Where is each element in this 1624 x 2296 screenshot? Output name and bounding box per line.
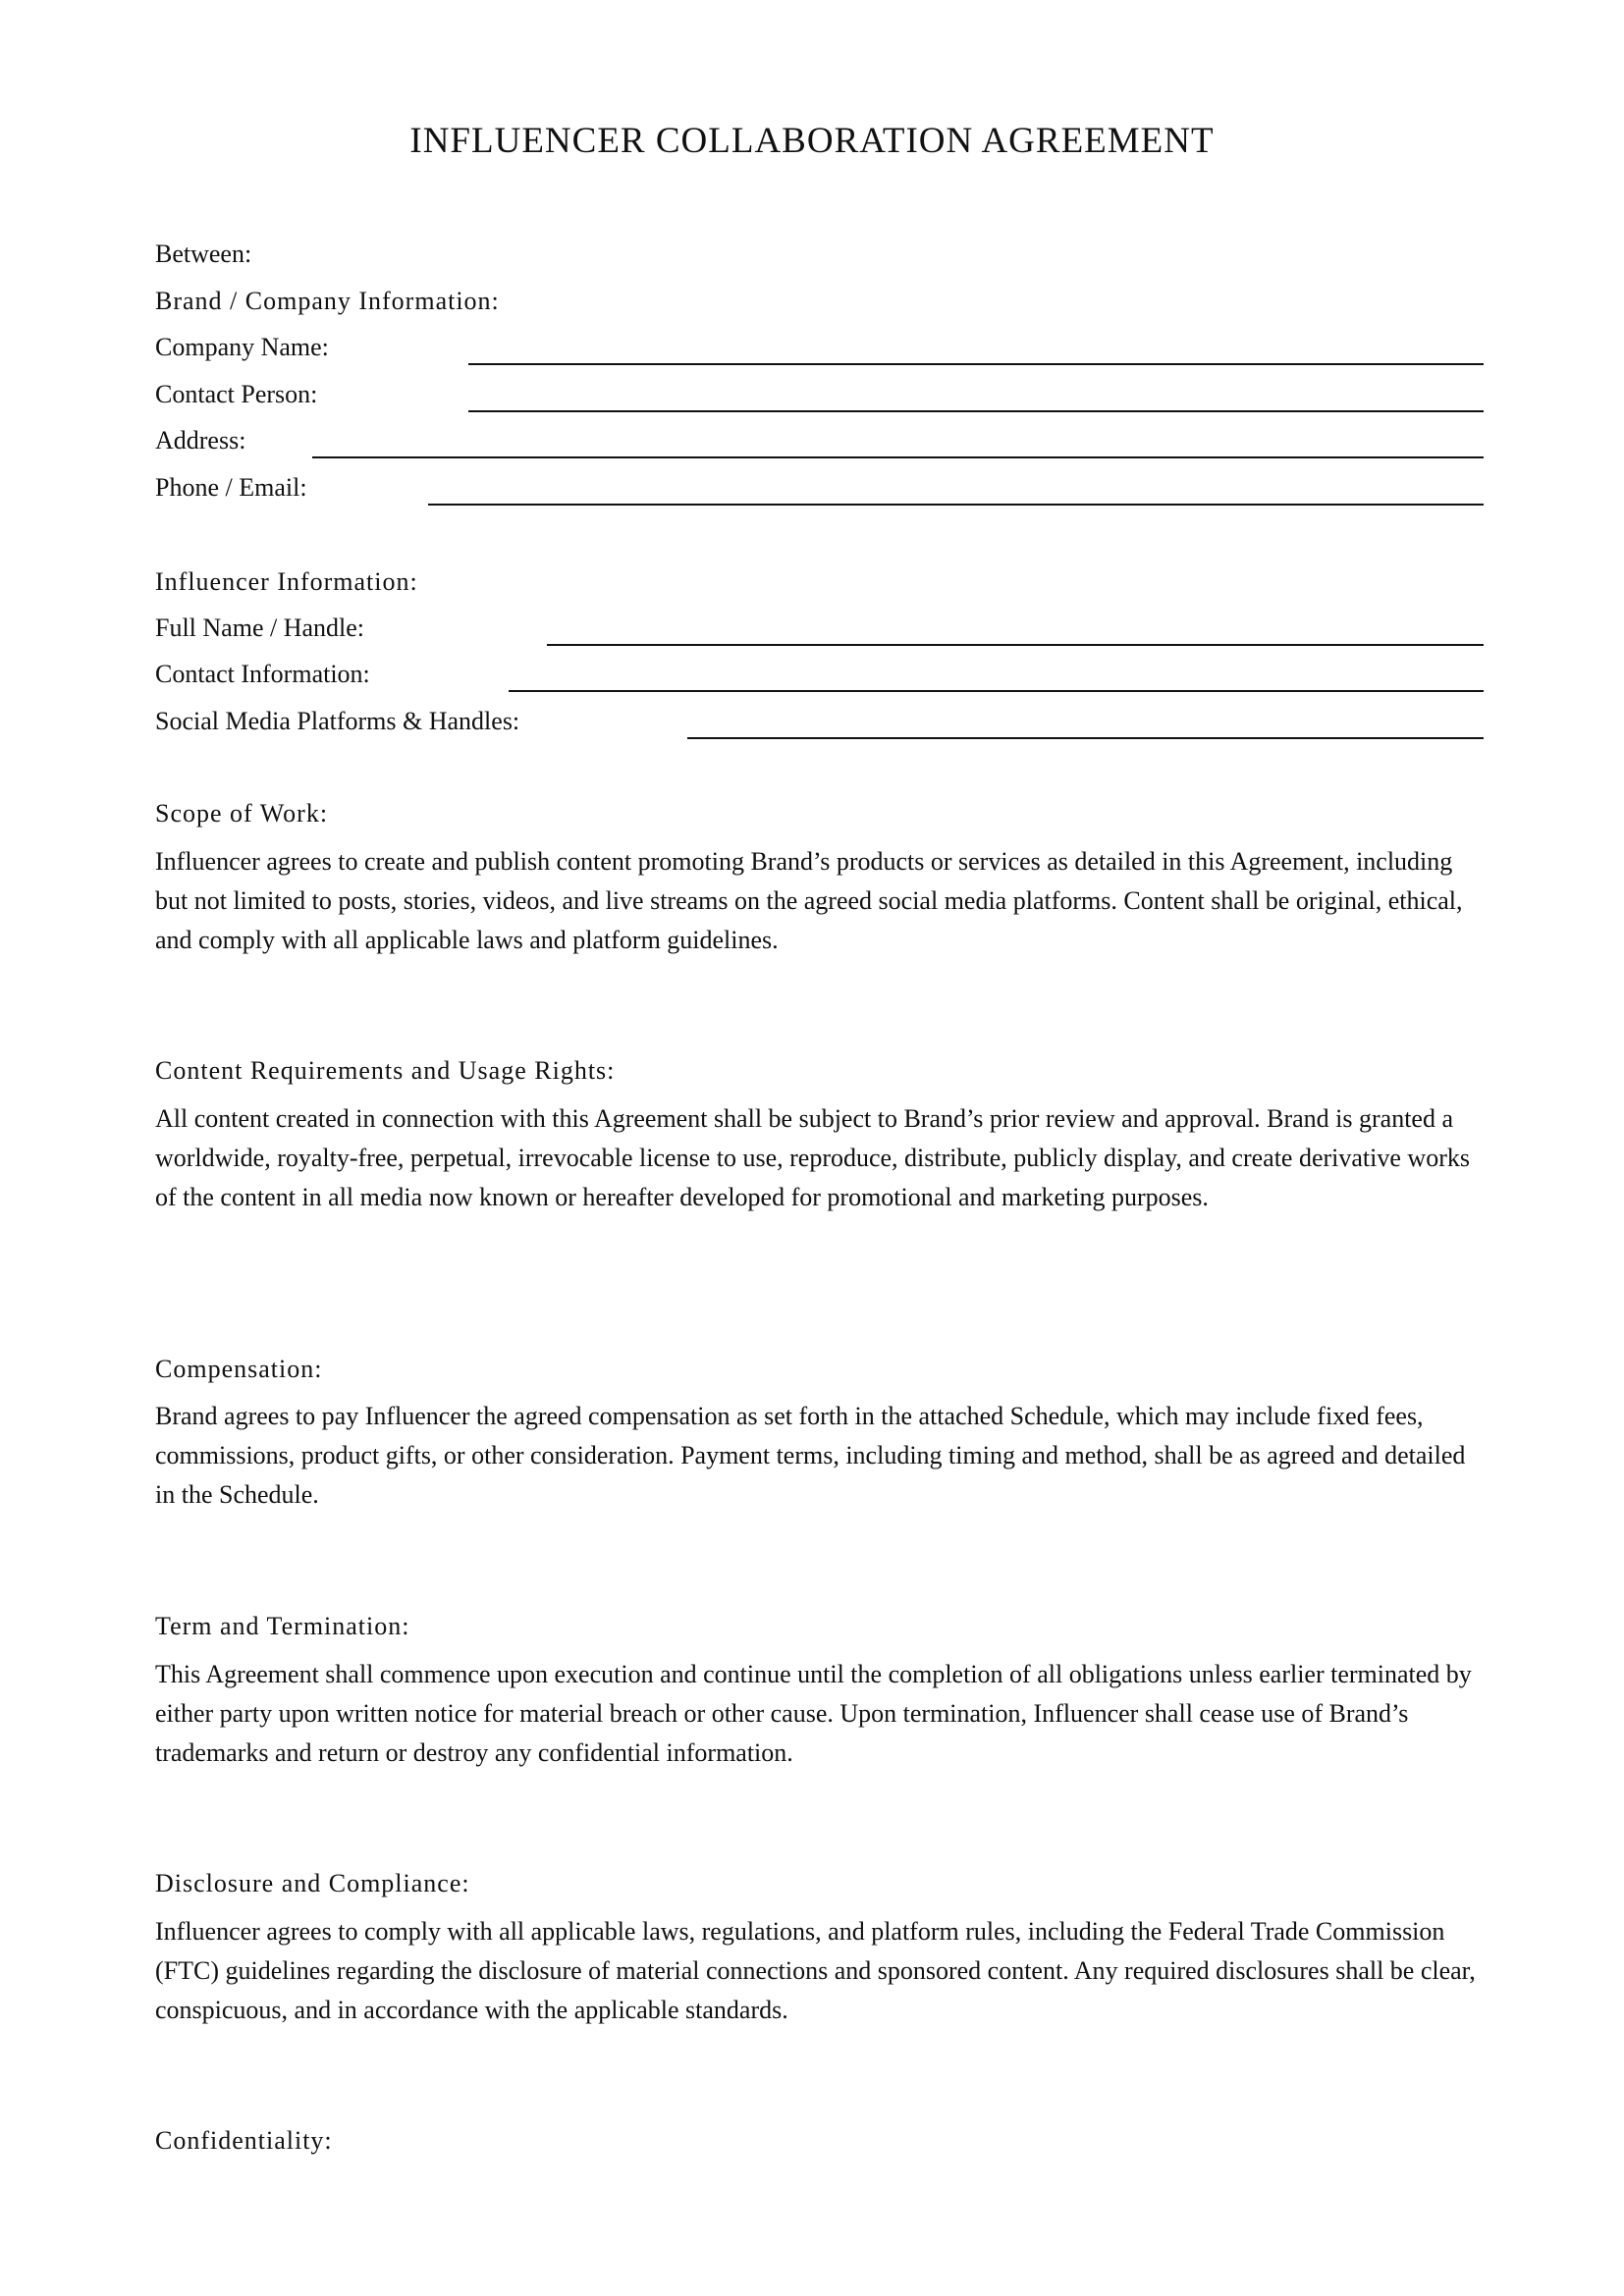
social-media-label: Social Media Platforms & Handles: — [155, 707, 520, 735]
address-label: Address: — [155, 426, 246, 454]
term-termination-body: This Agreement shall commence upon execution and continue until the completion of all obligations unless earlier terminated by either party upon written notice for material breach or other cause. Upon termination, Influencer shall cease use of Brand’s trademarks and return or destroy any confidential information. — [155, 1660, 1472, 1767]
phone-email-field[interactable] — [428, 504, 1484, 506]
phone-email-label: Phone / Email: — [155, 473, 307, 502]
compensation-heading: Compensation: — [155, 1355, 323, 1383]
confidentiality-heading: Confidentiality: — [155, 2126, 333, 2155]
content-requirements-heading: Content Requirements and Usage Rights: — [155, 1056, 616, 1085]
compensation-body: Brand agrees to pay Influencer the agreed compensation as set forth in the attached Schedule, which may include fixed fees, commissions, product gifts, or other consideration. Payment terms, including timing and method, shall be as agreed and detailed in the Schedule. — [155, 1402, 1466, 1509]
contact-information-label: Contact Information: — [155, 660, 370, 688]
social-media-field[interactable] — [687, 737, 1484, 739]
disclosure-compliance-body: Influencer agrees to comply with all applicable laws, regulations, and platform rules, including the Federal Trade Commission (FTC) guidelines regarding the disclosure of material connections and sponsored content. Any required disclosures shall be clear, conspicuous, and in accordance with the applicable standards. — [155, 1917, 1476, 2024]
company-name-label: Company Name: — [155, 333, 329, 361]
influencer-section-heading: Influencer Information: — [155, 567, 418, 596]
between-label: Between: — [155, 240, 252, 268]
disclosure-compliance-heading: Disclosure and Compliance: — [155, 1869, 470, 1897]
brand-section-heading: Brand / Company Information: — [155, 287, 500, 315]
full-name-handle-label: Full Name / Handle: — [155, 614, 365, 642]
contact-person-label: Contact Person: — [155, 380, 318, 408]
company-name-field[interactable] — [468, 363, 1484, 365]
contact-person-field[interactable] — [468, 410, 1484, 412]
full-name-handle-field[interactable] — [547, 644, 1484, 646]
contact-information-field[interactable] — [509, 690, 1484, 692]
scope-of-work-heading: Scope of Work: — [155, 799, 329, 828]
term-termination-heading: Term and Termination: — [155, 1612, 410, 1640]
content-requirements-body: All content created in connection with this Agreement shall be subject to Brand’s prior review and approval. Brand is granted a worldwide, royalty-free, perpetual, irrevocable license to use, reproduce, distribute, publicly display, and create derivative works of the content in all media now known or hereafter developed for promotional and marketing purposes. — [155, 1104, 1470, 1211]
scope-of-work-body: Influencer agrees to create and publish content promoting Brand’s products or services as detailed in this Agreement, including but not limited to posts, stories, videos, and live streams on the agreed social media platforms. Content shall be original, ethical, and comply with all applicable laws and platform guidelines. — [155, 847, 1463, 954]
address-field[interactable] — [312, 456, 1484, 458]
document-title: INFLUENCER COLLABORATION AGREEMENT — [409, 121, 1215, 161]
